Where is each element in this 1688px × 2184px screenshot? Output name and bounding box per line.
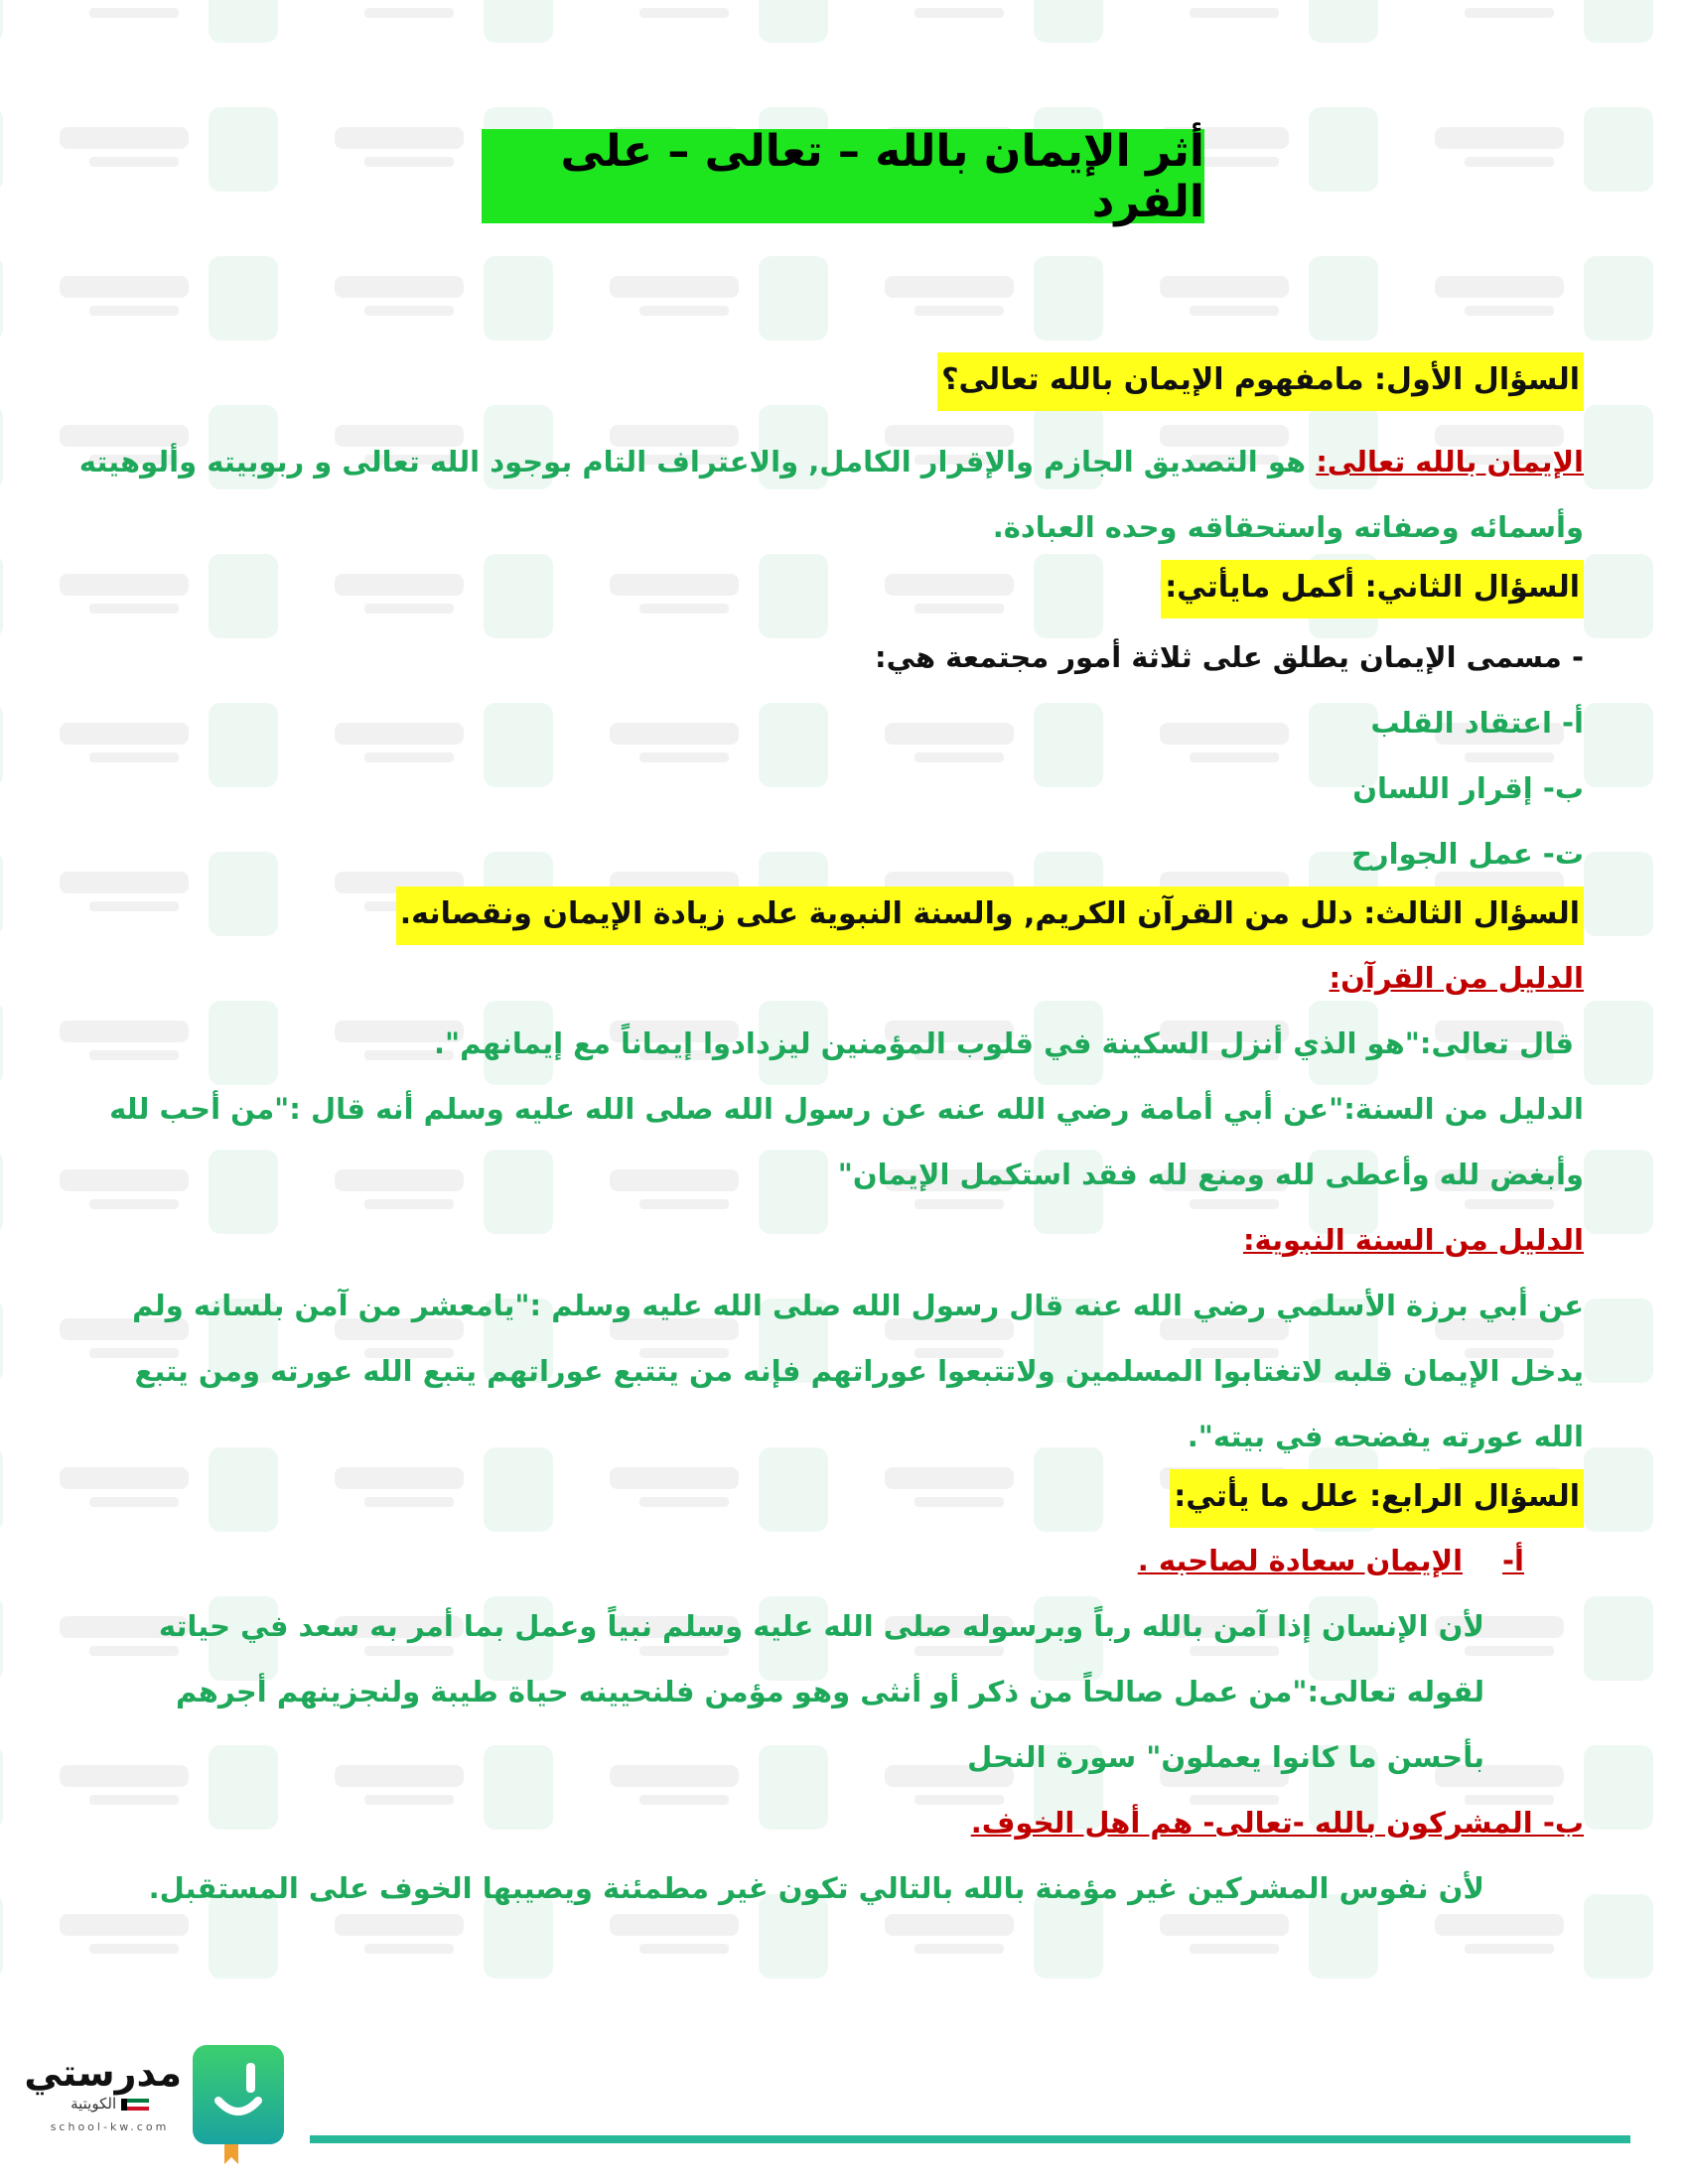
q3-sunna-1-line-1: الدليل من السنة:"عن أبي أمامة رضي الله عنه عن رسول الله صلى الله عليه وسلم أنه قال :"من أحب لله xyxy=(109,1092,1584,1126)
kuwait-flag-icon xyxy=(121,2099,149,2111)
q4-a-letter: أ- xyxy=(1502,1544,1524,1577)
question-3: السؤال الثالث: دلل من القرآن الكريم, والسنة النبوية على زيادة الإيمان ونقصانه. xyxy=(396,887,1584,945)
q3-quran-text: قال تعالى:"هو الذي أنزل السكينة في قلوب المؤمنين ليزدادوا إيماناً مع إيمانهم". xyxy=(434,1026,1574,1060)
q3-sunna-2-line-2: يدخل الإيمان قلبه لاتغتابوا المسلمين ولاتتبعوا عوراتهم فإنه من يتتبع عوراتهم يتبع الله عورته ومن يتبع xyxy=(134,1354,1584,1388)
logo-subtitle-text: الكويتية xyxy=(70,2095,117,2113)
q1-definition-line-1 xyxy=(35,429,1584,494)
q4-a-heading: الإيمان سعادة لصاحبه . xyxy=(1137,1544,1464,1577)
q2-stem: - مسمى الإيمان يطلق على ثلاثة أمور مجتمعة هي: xyxy=(875,640,1584,674)
question-2: السؤال الثاني: أكمل مايأتي: xyxy=(1161,560,1584,618)
book-logo-icon xyxy=(189,2043,288,2164)
q2-item-a: أ- اعتقاد القلب xyxy=(1370,706,1584,740)
q3-sunna-1-line-2: وأبغض لله وأعطى لله ومنع لله فقد استكمل الإيمان" xyxy=(837,1158,1584,1191)
page-title: أثر الإيمان بالله – تعالى – على الفرد xyxy=(482,129,1204,223)
question-1: السؤال الأول: مامفهوم الإيمان بالله تعالى؟ xyxy=(937,352,1584,411)
q3-sunna-2-line-1: عن أبي برزة الأسلمي رضي الله عنه قال رسول الله صلى الله عليه وسلم :"يامعشر من آمن بلسانه ولم xyxy=(132,1289,1584,1322)
q2-item-b: ب- إقرار اللسان xyxy=(1352,771,1584,805)
logo-wordmark: مدرستي xyxy=(24,2051,182,2095)
content-area xyxy=(35,352,1584,1921)
q4-b-heading: ب- المشركون بالله -تعالى- هم أهل الخوف. xyxy=(970,1806,1584,1840)
q3-quran-heading: الدليل من القرآن: xyxy=(1329,961,1584,995)
q4-a-line-1: لأن الإنسان إذا آمن بالله رباً وبرسوله صلى الله عليه وسلم نبياً وعمل بما أمر به سعد في حياته xyxy=(158,1609,1484,1643)
q3-sunna-2-line-3: الله عورته يفضحه في بيته". xyxy=(1187,1420,1584,1453)
logo-text xyxy=(24,2051,182,2133)
site-logo xyxy=(24,2043,296,2172)
q4-b-line-1: لأن نفوس المشركين غير مؤمنة بالله بالتالي تكون غير مطمئنة ويصيبها الخوف على المستقبل. xyxy=(148,1871,1484,1905)
logo-subtitle xyxy=(38,2095,182,2113)
logo-url: school-kw.com xyxy=(50,2120,170,2133)
question-4: السؤال الرابع: علل ما يأتي: xyxy=(1170,1469,1584,1528)
q4-a-line-2: لقوله تعالى:"من عمل صالحاً من ذكر أو أنثى وهو مؤمن فلنحيينه حياة طيبة ولنجزينهم أجرهم xyxy=(176,1675,1484,1708)
q4-a-line-3: بأحسن ما كانوا يعملون" سورة النحل xyxy=(967,1740,1484,1774)
q3-sunna-heading: الدليل من السنة النبوية: xyxy=(1242,1223,1584,1257)
q1-term: الإيمان بالله تعالى: xyxy=(1316,445,1584,478)
footer-divider xyxy=(310,2135,1630,2143)
q1-definition-text: هو التصديق الجازم والإقرار الكامل, والاعتراف التام بوجود الله تعالى و ربوبيته وألوهيته xyxy=(78,445,1317,478)
q1-definition-line-2: وأسمائه وصفاته واستحقاقه وحده العبادة. xyxy=(992,510,1584,544)
q2-item-c: ت- عمل الجوارح xyxy=(1351,837,1584,871)
